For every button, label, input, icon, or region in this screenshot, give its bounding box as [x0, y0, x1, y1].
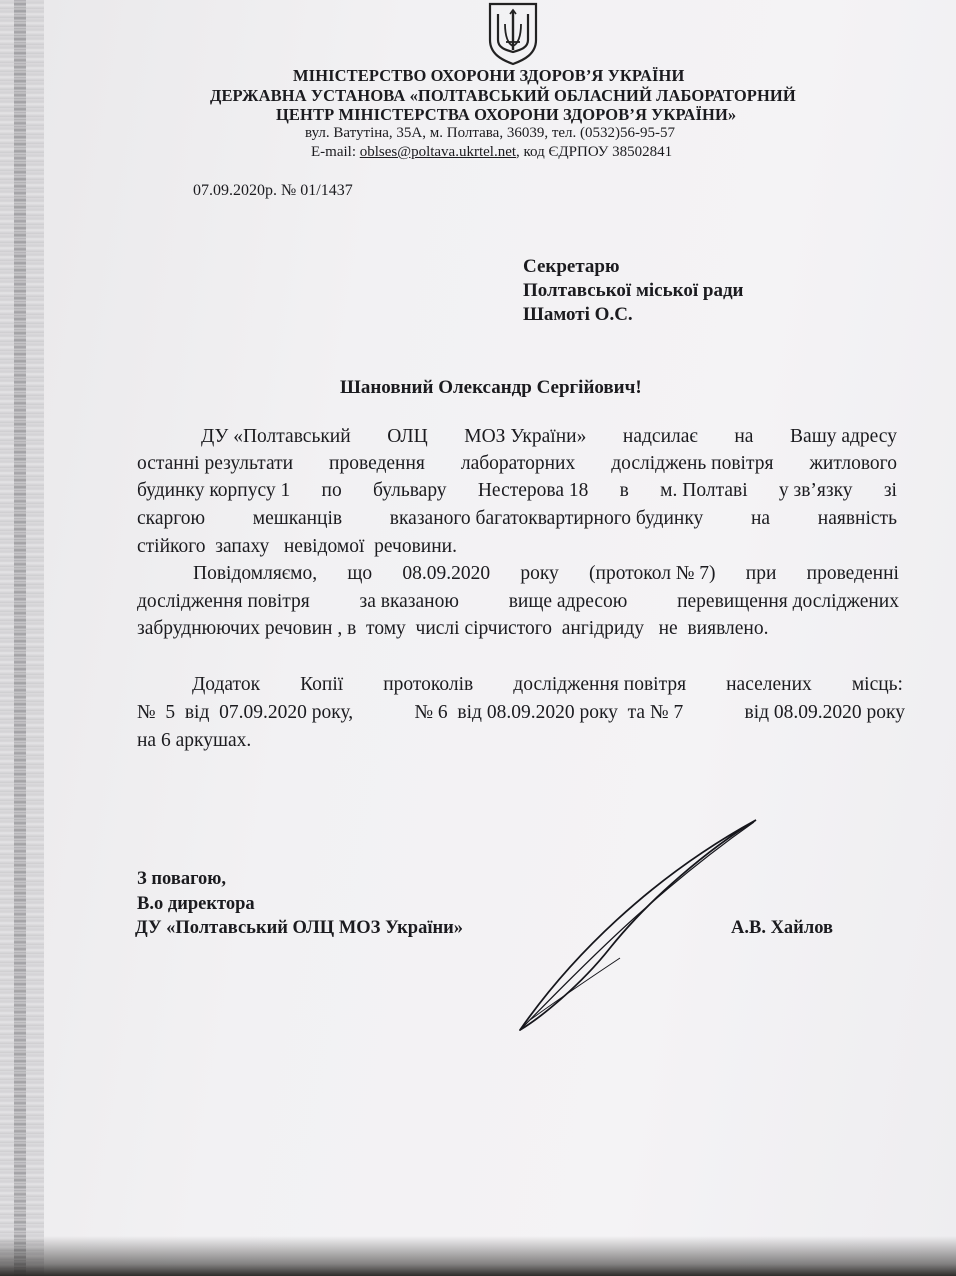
word: на [734, 426, 754, 447]
word: в [619, 480, 629, 501]
word: Копії [300, 674, 344, 695]
word: протоколів [383, 674, 474, 695]
addressee-line-1: Секретарю [523, 256, 620, 277]
word: Повідомляємо, [193, 563, 318, 584]
institution-line-2: ЦЕНТР МІНІСТЕРСТВА ОХОРОНИ ЗДОРОВ’Я УКРАЇНИ» [276, 105, 737, 124]
word: лабораторних [460, 453, 576, 474]
word: № 5 від 07.09.2020 року, [137, 702, 354, 723]
word: Вашу адресу [790, 426, 897, 447]
word: скаргою [137, 508, 206, 529]
word: надсилає [622, 426, 698, 447]
word: Додаток [192, 674, 261, 695]
word: дослідження повітря [137, 591, 310, 612]
word: будинку корпусу 1 [137, 480, 291, 501]
closing-phrase: З повагою, [137, 869, 227, 889]
paragraph-1-line-3 [137, 480, 897, 502]
word: мешканців [252, 508, 343, 529]
institution-line-1: ДЕРЖАВНА УСТАНОВА «ПОЛТАВСЬКИЙ ОБЛАСНИЙ ЛАБОРАТОРНИЙ [210, 86, 796, 105]
edrpou-code: , код ЄДРПОУ 38502841 [516, 144, 673, 160]
word: за вказаною [359, 591, 459, 612]
greeting: Шановний Олександр Сергійович! [340, 377, 642, 398]
word: населених [726, 674, 812, 695]
handwritten-signature [500, 808, 770, 1038]
paragraph-1-line-1 [201, 426, 897, 448]
word: при [745, 563, 777, 584]
word: ДУ «Полтавський [201, 426, 351, 447]
paragraph-3-line-2 [137, 702, 905, 724]
word: місць: [851, 674, 903, 695]
word: бульвару [373, 480, 447, 501]
word: останні результати [137, 453, 294, 474]
word: проведенні [806, 563, 899, 584]
word: ОЛЦ [387, 426, 428, 447]
paragraph-2-line-3: забруднюючих речовин , в тому числі сірчистого ангідриду не виявлено. [137, 618, 769, 639]
word: року [520, 563, 559, 584]
word: наявність [817, 508, 897, 529]
word: № 6 від 08.09.2020 року та № 7 [414, 702, 684, 723]
institution-contacts [311, 144, 672, 161]
email-link[interactable]: oblses@poltava.ukrtel.net [359, 144, 517, 160]
word: 08.09.2020 [402, 563, 491, 584]
word: на [751, 508, 771, 529]
addressee-line-2: Полтавської міської ради [523, 280, 744, 301]
word: м. Полтаві [660, 480, 748, 501]
paragraph-2-line-1 [193, 563, 899, 585]
word: від 08.09.2020 року [744, 702, 905, 723]
paragraph-1-line-4 [137, 508, 897, 530]
paragraph-1-line-5: стійкого запаху невідомої речовини. [137, 536, 457, 557]
word: житлового [809, 453, 897, 474]
paragraph-2-line-2 [137, 591, 899, 613]
word: що [347, 563, 373, 584]
word: досліджень повітря [611, 453, 774, 474]
trident-coat-of-arms-icon [486, 0, 540, 66]
word: (протокол № 7) [589, 563, 716, 584]
word: вказаного багатоквартирного будинку [389, 508, 704, 529]
word: МОЗ України» [464, 426, 587, 447]
paragraph-3-line-1 [192, 674, 903, 696]
paragraph-3-line-3: на 6 аркушах. [137, 730, 252, 751]
word: проведення [329, 453, 425, 474]
registration-number: 07.09.2020р. № 01/1437 [193, 182, 353, 199]
scan-edge-artifact [0, 0, 44, 1276]
word: по [321, 480, 342, 501]
signer-name: А.В. Хайлов [731, 918, 834, 938]
paragraph-1-line-2 [137, 453, 897, 475]
photo-bottom-shadow [0, 1236, 956, 1276]
signer-organization: ДУ «Полтавський ОЛЦ МОЗ України» [135, 918, 464, 938]
word: Нестерова 18 [477, 480, 589, 501]
institution-address: вул. Ватутіна, 35А, м. Полтава, 36039, тел. (0532)56-95-57 [305, 125, 675, 141]
ministry-name: МІНІСТЕРСТВО ОХОРОНИ ЗДОРОВ’Я УКРАЇНИ [293, 66, 685, 85]
addressee-line-3: Шамоті О.С. [523, 304, 633, 325]
word: у зв’язку [778, 480, 853, 501]
word: дослідження повітря [513, 674, 687, 695]
email-label: E-mail: [311, 144, 356, 160]
signer-position: В.о директора [137, 894, 255, 914]
word: вище адресою [508, 591, 628, 612]
word: перевищення досліджених [677, 591, 899, 612]
word: зі [883, 480, 897, 501]
